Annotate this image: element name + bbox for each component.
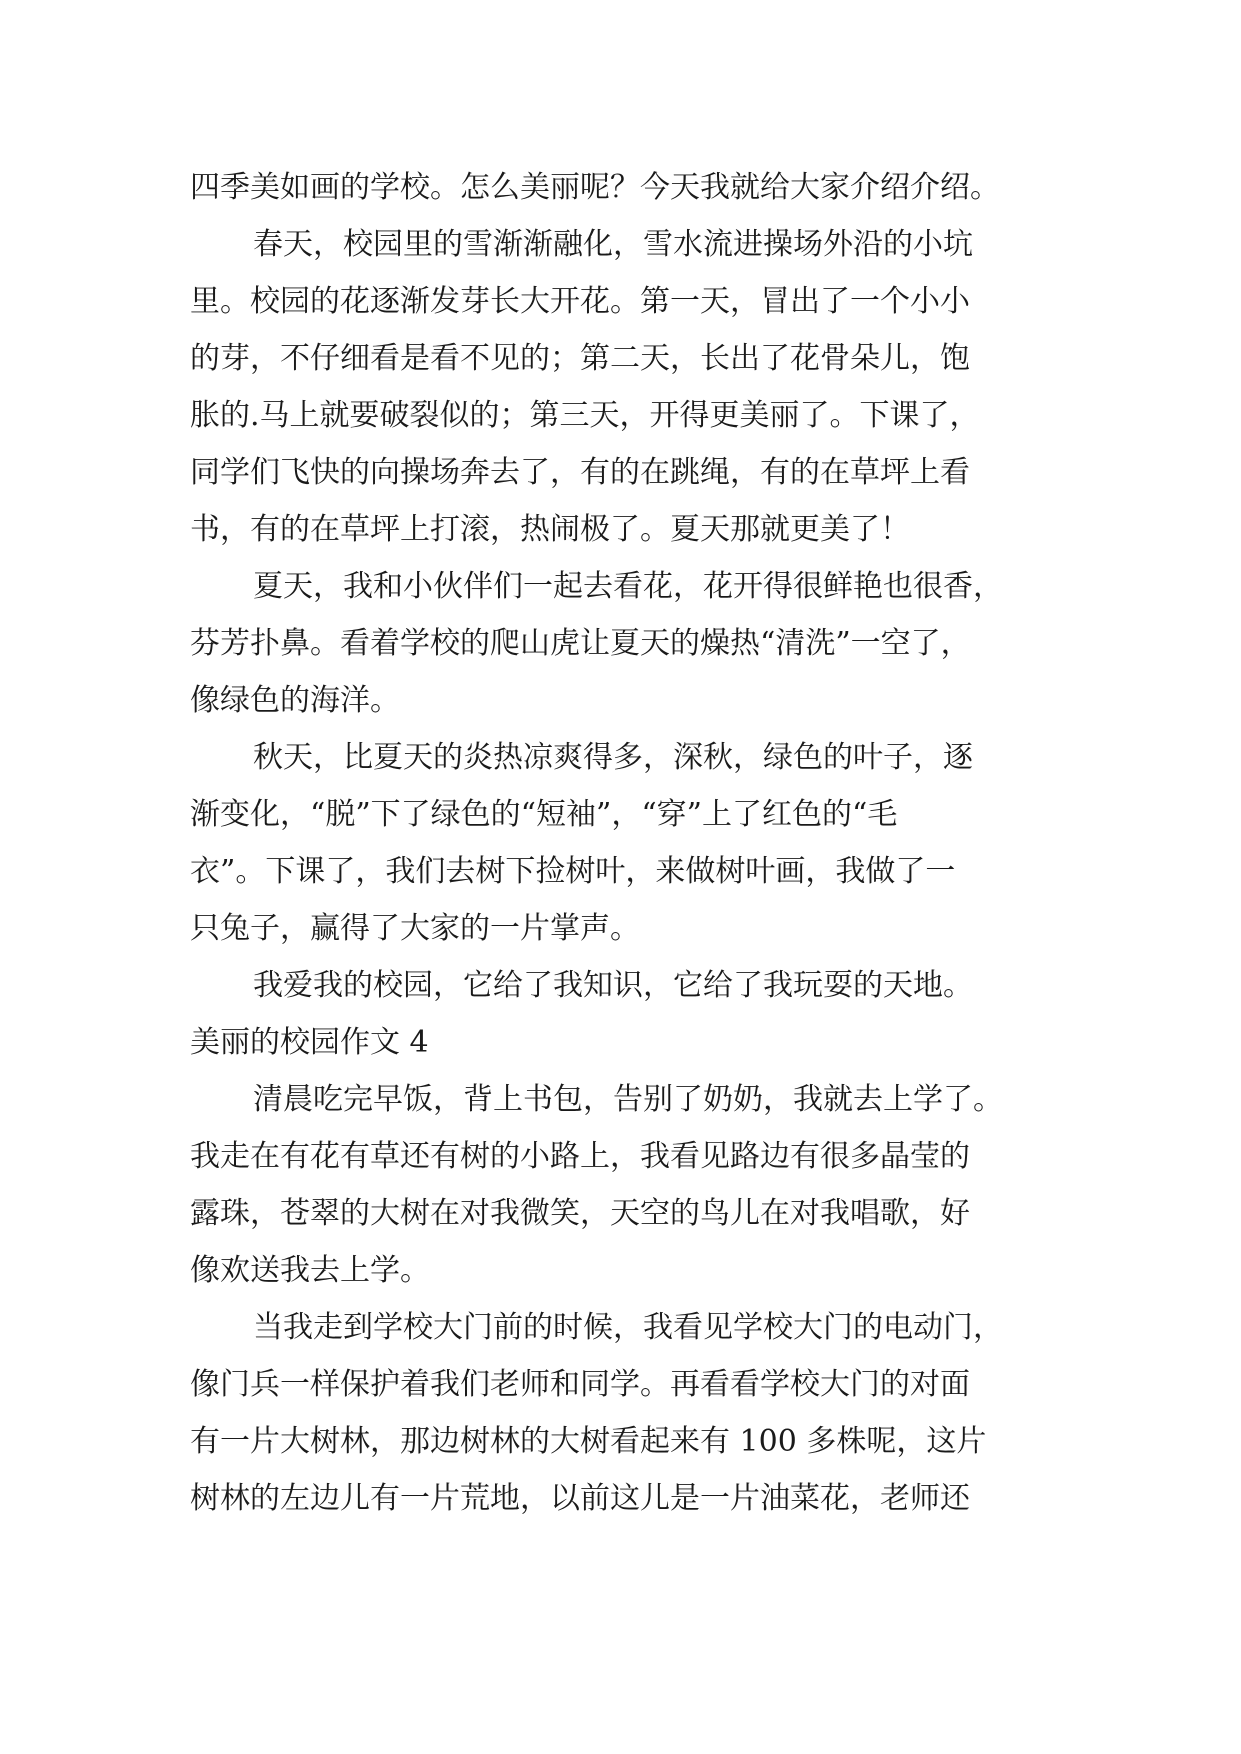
text-line: 清晨吃完早饭，背上书包，告别了奶奶，我就去上学了。 (253, 1082, 1003, 1117)
text-line: 书，有的在草坪上打滚，热闹极了。夏天那就更美了！ (190, 512, 910, 547)
text-line: 当我走到学校大门前的时候，我看见学校大门的电动门， (253, 1310, 1003, 1345)
text-line: 我爱我的校园，它给了我知识，它给了我玩耍的天地。 (253, 968, 973, 1003)
text-line: 渐变化，“脱”下了绿色的“短袖”，“穿”上了红色的“毛 (190, 797, 898, 832)
text-line: 像欢送我去上学。 (190, 1253, 430, 1288)
text-line: 只兔子，赢得了大家的一片掌声。 (190, 911, 640, 946)
text-line: 芬芳扑鼻。看着学校的爬山虎让夏天的燥热“清洗”一空了， (190, 626, 971, 661)
text-line: 里。校园的花逐渐发芽长大开花。第一天，冒出了一个小小 (190, 284, 970, 319)
text-line: 秋天，比夏天的炎热凉爽得多，深秋，绿色的叶子，逐 (253, 740, 973, 775)
text-line: 四季美如画的学校。怎么美丽呢？今天我就给大家介绍介绍。 (190, 170, 1000, 205)
text-line: 我走在有花有草还有树的小路上，我看见路边有很多晶莹的 (190, 1139, 970, 1174)
text-line: 树林的左边儿有一片荒地，以前这儿是一片油菜花，老师还 (190, 1481, 970, 1516)
section-heading: 美丽的校园作文 4 (190, 1025, 429, 1060)
text-line: 胀的.马上就要破裂似的；第三天，开得更美丽了。下课了， (190, 398, 980, 433)
text-line: 像绿色的海洋。 (190, 683, 400, 718)
text-line: 有一片大树林，那边树林的大树看起来有 100 多株呢，这片 (190, 1424, 987, 1459)
text-line: 夏天，我和小伙伴们一起去看花，花开得很鲜艳也很香， (253, 569, 1003, 604)
text-line: 像门兵一样保护着我们老师和同学。再看看学校大门的对面 (190, 1367, 970, 1402)
text-line: 同学们飞快的向操场奔去了，有的在跳绳，有的在草坪上看 (190, 455, 970, 490)
text-line: 衣”。下课了，我们去树下捡树叶，来做树叶画，我做了一 (190, 854, 956, 889)
text-line: 露珠，苍翠的大树在对我微笑，天空的鸟儿在对我唱歌，好 (190, 1196, 970, 1231)
text-line: 春天，校园里的雪渐渐融化，雪水流进操场外沿的小坑 (253, 227, 973, 262)
text-line: 的芽，不仔细看是看不见的；第二天，长出了花骨朵儿，饱 (190, 341, 970, 376)
